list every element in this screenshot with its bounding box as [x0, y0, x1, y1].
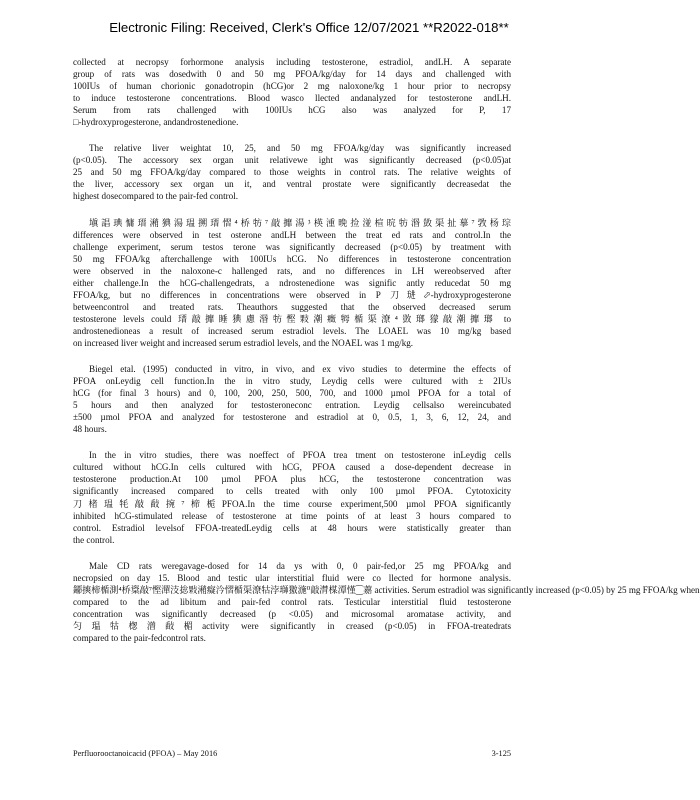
- text-line: either challenge.In the hCG-challengedrats, a ndrostenedione was signific antly reducedat 50 mg: [73, 277, 511, 288]
- text-line: FFOA/kg, but no differences in concentrations were observed in P 刀琎⬀-hydroxyprogesterone: [73, 289, 511, 300]
- text-line: 100IUs of human chorionic gonadotropin (hCG)or 2 mg naloxone/kg 1 hour prior to necropsy: [73, 81, 511, 92]
- text-line: betweencontrol and treated rats. Theauthors suggested that the observed decreased serum: [73, 301, 511, 312]
- paragraph-in-vitro-results: [73, 449, 511, 545]
- text-line: 5 hours and then analyzed for testosteroneconc entration. Leydig cellsalso wereincubated: [73, 400, 511, 411]
- text-line: the control.: [73, 534, 115, 545]
- text-line: to induce testosterone concentrations. Blood wasco llected andanalyzed for testosterone andLH.: [73, 93, 511, 104]
- text-line: inhibited hCG-stimulated release of testosterone at time points of at least 3 hours compared to: [73, 510, 511, 521]
- text-line: In the in vitro studies, there was noeffect of PFOA trea tment on testosterone inLeydig cells: [89, 450, 511, 461]
- text-line: 塡誯琠慵瑨潲猠湯瑥搠瑨慴⁴桥牥⁷敲攠湯⁳楧湩晩捡湴⁤楦晥牥湣敳⁩渠扯摹⁷敩杨琮: [89, 217, 511, 228]
- text-line: Male CD rats weregavage-dosed for 14 da ys with 0, 0 pair-fed,or 25 mg PFOA/kg and: [89, 560, 511, 571]
- text-line: androstenedioneas a result of increased serum estradiol levels. The LOAEL was 10 mg/kg based: [73, 325, 511, 336]
- text-line: 刀楮瑥牦敲敮捥⁷楴栀PFOA.In the time course experiment,500 µmol PFOA significantly: [73, 498, 511, 509]
- text-line: The relative liver weightat 10, 25, and 50 mg FFOA/kg/day was significantly increased: [89, 143, 511, 154]
- text-line: cultured without hCG.In cells cultured with hCG, PFOA caused a dose-dependent decrease in: [73, 462, 511, 473]
- text-line: group of rats was dosedwith 0 and 50 mg PFOA/kg/day for 14 days and challenged with: [73, 69, 511, 80]
- paragraph-liver-weight: [73, 142, 511, 202]
- text-line: 䥮⁡摤楴楯測⁴桥⁬楶敲⁷慳⁣潬汥捴敤⁦潲⁥癡汵慴楯渠潦⁡牯浡瑡獥⁡湤⁰敲潸楳潭慬⁐䕒 activities. Serum estradiol was significantly increased (p<0.05) by 25 mg FFOA/kg when: [73, 584, 700, 595]
- text-line: 48 hours.: [73, 424, 107, 435]
- text-line: testosterone production.At 100 µmol PFOA plus hCG, the testosterone concentration was: [73, 474, 511, 485]
- footer-page-number: 3-125: [491, 749, 511, 758]
- text-line: (p<0.05). The accessory sex organ unit relativewe ight was significantly decreased (p<0.05)at: [73, 155, 511, 166]
- text-line: concentration was significantly decreased (p <0.05) and microsomal aromatase activity, and: [73, 608, 511, 619]
- text-line: compared to the ad libitum and pair-fed control rats. Testicular interstitial fluid testosterone: [73, 596, 511, 607]
- paragraph-hormone-results: [73, 217, 511, 350]
- text-line: Biegel etal. (1995) conducted in vitro, in vivo, and ex vivo studies to determine the effects of: [89, 364, 511, 375]
- text-line: on increased liver weight and increased serum estradiol levels, and the NOAEL was 1 mg/kg.: [73, 337, 414, 348]
- text-line: highest dosecompared to the pair-fed control.: [73, 191, 238, 202]
- paragraph-biegel-study: [73, 363, 511, 435]
- text-line: 50 mg FFOA/kg afterchallenge with 100IUs hCG. No differences in testosterone concentration: [73, 253, 511, 264]
- text-line: challenge experiment, serum testos terone was significantly decreased (p<0.05) by treatment with: [73, 241, 511, 252]
- text-line: the liver, accessory sex organ un it, and ventral prostate were significantly decreasedat the: [73, 179, 511, 190]
- text-line: compared to the pair-fedcontrol rats.: [73, 632, 206, 643]
- text-line: Serum from rats challenged with 100IUs hCG also was analyzed for P, 17: [73, 105, 511, 116]
- footer-document-title: Perfluorooctanoicacid (PFOA) – May 2016: [73, 749, 218, 758]
- text-line: PFOA onLeydig cell function.In the in vitro study, Leydig cells were cultured with ± 2IUs: [73, 376, 511, 387]
- text-line: were observed in the naloxone-c hallenged rats, and no differences in LH wereobserved after: [73, 265, 511, 276]
- text-line: differences were observed in test osterone andLH between the treat ed rats and control.In the: [73, 229, 511, 240]
- text-line: necropsied on day 15. Blood and testic ular interstitial fluid were co llected for hormone analysis.: [73, 572, 511, 583]
- text-line: 25 and 50 mg FFOA/kg/day compared to those weights in control rats. The relative weights of: [73, 167, 511, 178]
- text-line: significantly increased compared to cells treated with only 100 µmol PFOA. Cytotoxicity: [73, 486, 511, 497]
- paragraph-male-cd-rats: [73, 560, 700, 644]
- text-line: hCG (for final 3 hours) and 0, 100, 200, 250, 500, 700, and 1000 µmol PFOA for a total of: [73, 388, 511, 399]
- text-line: □-hydroxyprogesterone, andandrostenedione.: [73, 117, 239, 128]
- text-line: ±500 µmol PFOA and analyzed for testosterone and estradiol at 0, 0.5, 1, 3, 6, 12, 24, and: [73, 412, 511, 423]
- text-line: collected at necropsy forhormone analysis including testosterone, estradiol, andLH. A separate: [73, 57, 511, 67]
- paragraph-methods: [73, 56, 511, 128]
- text-line: testosterone levels could 瑨敲攠睡猠慮⁩湣牥慳敤⁣潮癥牳楯渠潦⁴敳瑯獴敲潮攠瑯 to: [73, 313, 511, 324]
- page-body: [73, 56, 700, 658]
- text-line: control. Estradiol levelsof FFOA-treatedLeydig cells at 48 hours were statistically greater than: [73, 522, 511, 533]
- filing-header: Electronic Filing: Received, Clerk's Office 12/07/2021 **R2022-018**: [109, 20, 509, 35]
- text-line: 匀瑥牯楤潧敮楣⁡activity were significantly in creased (p<0.05) in FFOA-treatedrats: [73, 620, 511, 631]
